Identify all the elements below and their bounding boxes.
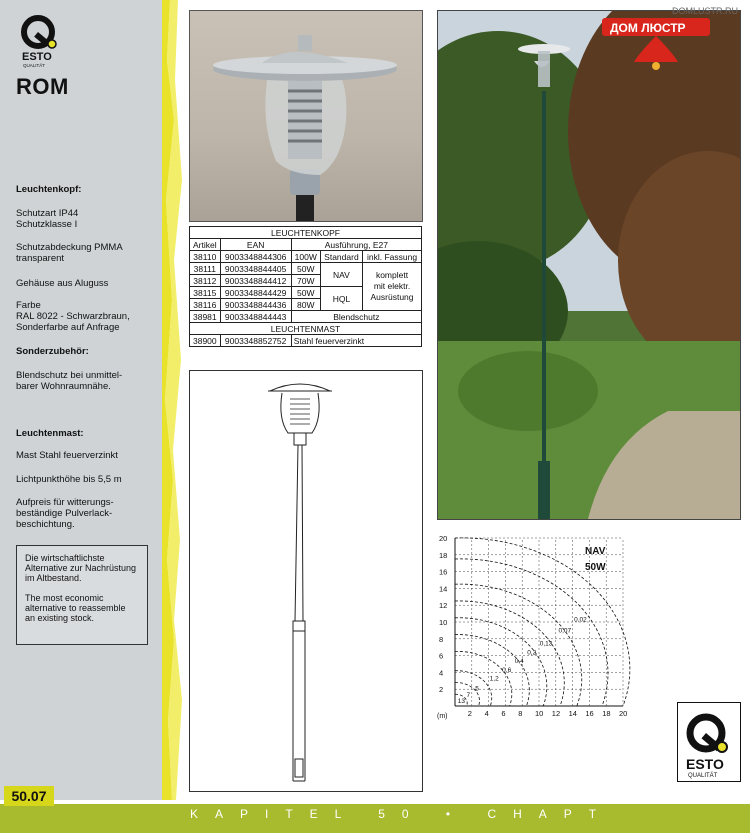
- hql-label: HQL: [320, 287, 362, 311]
- lamp-post-drawing: [190, 371, 422, 791]
- curve-label: 0,2: [527, 649, 537, 657]
- y-tick-label: 10: [439, 618, 448, 627]
- curve-label: 7: [466, 691, 471, 699]
- page-number: 50.07: [4, 786, 54, 806]
- diagram-type-label: NAV: [585, 546, 606, 557]
- park-scene-illustration: [438, 11, 740, 519]
- table-row: 38110 9003348844306 100W Standard inkl. Fassung: [190, 251, 422, 263]
- logo-large-text: ESTO: [686, 756, 724, 772]
- logo-large-subtext: QUALITÄT: [688, 773, 718, 779]
- product-title: ROM: [16, 74, 69, 99]
- spec-protection: Schutzart IP44 Schutzklasse I: [16, 208, 79, 230]
- col-header-artikel: Artikel: [190, 239, 221, 251]
- y-tick-label: 6: [439, 651, 444, 661]
- table-row: 38116 9003348844436 80W: [190, 299, 422, 311]
- x-tick-label: 14: [568, 709, 577, 718]
- y-tick-label: 20: [439, 534, 448, 543]
- y-tick-label: 14: [439, 584, 448, 594]
- isolux-curve: [455, 584, 582, 706]
- y-tick-label: 12: [439, 601, 448, 611]
- logo-subtext: QUALITÄT: [23, 63, 46, 68]
- table-row: 38900 9003348852752 Stahl feuerverzinkt: [190, 335, 422, 347]
- curve-label: 0,07: [558, 627, 572, 635]
- curve-label: 0,13: [539, 640, 553, 648]
- diagram-watt-label: 50W: [585, 562, 606, 573]
- domlustr-watermark-logo: [600, 4, 750, 74]
- section-head-sonderzubehoer: Sonderzubehör:: [16, 346, 89, 357]
- diagram-unit: (m): [437, 713, 448, 720]
- spec-color: Farbe RAL 8022 - Schwarzbraun, Sonderfarbe auf Anfrage: [16, 300, 130, 333]
- lamp-head-photo: [189, 10, 423, 222]
- x-tick-label: 8: [518, 709, 523, 718]
- curve-label: 0,02: [574, 616, 587, 624]
- x-tick-label: 10: [535, 709, 544, 718]
- x-tick-label: 16: [585, 709, 594, 718]
- section-head-leuchtenmast: Leuchtenmast:: [16, 428, 84, 439]
- x-tick-label: 20: [619, 709, 628, 718]
- table-row: 38112 9003348844412 70W: [190, 275, 422, 287]
- isolux-diagram: [437, 530, 632, 725]
- x-tick-label: 12: [551, 709, 561, 718]
- isolux-curve: [455, 601, 564, 706]
- x-tick-label: 4: [484, 709, 489, 718]
- spec-blendschutz: Blendschutz bei unmittel- barer Wohnraumnähe.: [16, 370, 123, 392]
- y-tick-label: 2: [439, 685, 444, 695]
- sidebar: [0, 0, 162, 800]
- technical-drawing: [189, 370, 423, 792]
- spec-table: [189, 226, 422, 347]
- komplett-label: komplett mit elektr. Ausrüstung: [363, 263, 422, 311]
- watermark-logo-text: ДОМ ЛЮСТР: [610, 21, 686, 35]
- spec-mast: Mast Stahl feuerverzinkt: [16, 450, 118, 461]
- park-scene-photo: [437, 10, 741, 520]
- curve-label: 5: [475, 685, 479, 693]
- footer-chapter-text: KAPITEL 50 • CHAPT: [190, 807, 614, 821]
- x-tick-label: 6: [501, 709, 506, 718]
- curve-label: 0,6: [502, 666, 512, 674]
- spec-coating: Aufpreis für witterungs- beständige Pulverlack- beschichtung.: [16, 497, 114, 530]
- y-tick-label: 18: [439, 550, 448, 560]
- isolux-curve: [455, 559, 608, 706]
- table-header-leuchtenkopf: LEUCHTENKOPF: [190, 227, 422, 239]
- table-header-leuchtenmast: LEUCHTENMAST: [190, 323, 422, 335]
- col-header-ausfuehrung: Ausführung, E27: [291, 239, 421, 251]
- info-box-en: The most economic alternative to reassemble an existing stock.: [25, 593, 126, 623]
- y-tick-label: 4: [439, 668, 444, 678]
- spec-housing: Gehäuse aus Aluguss: [16, 278, 109, 289]
- info-box: [16, 545, 148, 645]
- nav-label: NAV: [320, 263, 362, 287]
- esto-logo-icon: [18, 12, 66, 68]
- info-box-de: Die wirtschaftlichste Alternative zur Nachrüstung im Altbestand.: [25, 553, 137, 583]
- col-header-ean: EAN: [220, 239, 291, 251]
- curve-label: 1,2: [489, 675, 499, 683]
- y-tick-label: 8: [439, 634, 444, 644]
- lamp-head-illustration: [190, 11, 422, 221]
- spec-cover: Schutzabdeckung PMMA transparent: [16, 242, 123, 264]
- watermark-url: DOMLUSTR.RU: [672, 6, 739, 16]
- table-row: 38115 9003348844429 50W HQL: [190, 287, 422, 299]
- logo-text: ESTO: [22, 51, 52, 63]
- spec-height: Lichtpunkthöhe bis 5,5 m: [16, 474, 122, 485]
- table-row: 38981 9003348844443 Blendschutz: [190, 311, 422, 323]
- x-tick-label: 18: [602, 709, 611, 718]
- curve-label: 13: [457, 697, 465, 705]
- curve-label: 0,4: [514, 658, 524, 666]
- x-tick-label: 2: [467, 709, 472, 718]
- y-tick-label: 16: [439, 567, 448, 577]
- yellow-edge-decoration: [162, 0, 184, 800]
- table-row: 38111 9003348844405 50W NAV komplett mit elektr. Ausrüstung: [190, 263, 422, 275]
- section-head-leuchtenkopf: Leuchtenkopf:: [16, 184, 82, 195]
- esto-logo-large-icon: [677, 702, 741, 782]
